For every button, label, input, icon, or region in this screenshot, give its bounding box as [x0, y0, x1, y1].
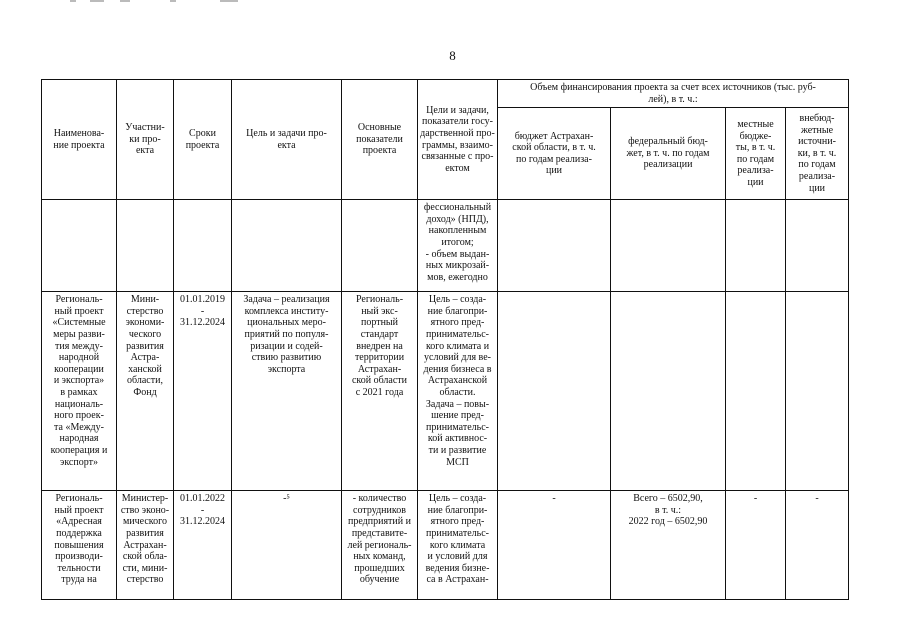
- cell-budget-local: [726, 292, 786, 491]
- cell-budget-region: -: [498, 491, 611, 600]
- cell-state-program: фессиональный доход» (НПД), накопленным итогом; - объем выдан- ных микрозай- мов, ежегодно: [418, 200, 498, 292]
- cell-budget-federal: Всего – 6502,90, в т. ч.: 2022 год – 6502,90: [611, 491, 726, 600]
- header-budget-local: местные бюдже- ты, в т. ч. по годам реализа- ции: [726, 108, 786, 200]
- header-budget-federal: федеральный бюд- жет, в т. ч. по годам реализации: [611, 108, 726, 200]
- cell-indicators: - количество сотрудников предприятий и представите- лей региональ- ных команд, прошедших обучение: [342, 491, 418, 600]
- cell-budget-local: [726, 200, 786, 292]
- header-financing: Объем финансирования проекта за счет всех источников (тыс. руб- лей), в т. ч.:: [498, 80, 849, 108]
- cell-terms: 01.01.2019 - 31.12.2024: [174, 292, 232, 491]
- cell-goal: -⁵: [232, 491, 342, 600]
- cell-name: [42, 200, 117, 292]
- cell-goal: Задача – реализация комплекса институ- циональных меро- приятий по популя- ризации и содей- ствию развитию экспорта: [232, 292, 342, 491]
- table-row: [42, 200, 849, 292]
- cell-terms: 01.01.2022 - 31.12.2024: [174, 491, 232, 600]
- cell-budget-local: -: [726, 491, 786, 600]
- cell-budget-region: [498, 200, 611, 292]
- cell-participants: Министер- ство эконо- мического развития Астрахан- ской обла- сти, мини- стерство: [117, 491, 174, 600]
- cell-name: Региональ- ный проект «Системные меры разви- тия между- народной кооперации и экспорта» в рамках националь- ного проек- та «Между- народная кооперация и экспорт»: [42, 292, 117, 491]
- cell-terms: [174, 200, 232, 292]
- header-indicators: Основные показатели проекта: [342, 80, 418, 200]
- cell-budget-region: [498, 292, 611, 491]
- cell-name: Региональ- ный проект «Адресная поддержка повышения производи- тельности труда на: [42, 491, 117, 600]
- header-budget-region: бюджет Астрахан- ской области, в т. ч. по годам реализа- ции: [498, 108, 611, 200]
- cell-indicators: [342, 200, 418, 292]
- cell-goal: [232, 200, 342, 292]
- page-number: 8: [449, 48, 456, 63]
- header-participants: Участни- ки про- екта: [117, 80, 174, 200]
- header-name: Наименова- ние проекта: [42, 80, 117, 200]
- scan-marks: [60, 0, 260, 4]
- cell-budget-extra: -: [786, 491, 849, 600]
- cell-indicators: Региональ- ный экс- портный стандарт внедрен на территории Астрахан- ской области с 2021 года: [342, 292, 418, 491]
- header-budget-extra: внебюд- жетные источни- ки, в т. ч. по годам реализа- ции: [786, 108, 849, 200]
- cell-state-program: Цель – созда- ние благопри- ятного пред- принимательс- кого климата и условий для ведения бизне- са в Астрахан-: [418, 491, 498, 600]
- cell-budget-extra: [786, 200, 849, 292]
- cell-participants: [117, 200, 174, 292]
- cell-budget-extra: [786, 292, 849, 491]
- header-row-1: [42, 80, 849, 108]
- header-terms: Сроки проекта: [174, 80, 232, 200]
- table-row: [42, 491, 849, 600]
- table-row: [42, 292, 849, 491]
- projects-table: [41, 79, 849, 600]
- header-goal: Цель и задачи про- екта: [232, 80, 342, 200]
- header-state-program: Цели и задачи, показатели госу- дарственной про- граммы, взаимо- связанные с про- ектом: [418, 80, 498, 200]
- cell-participants: Мини- стерство экономи- ческого развития Астра- ханской области, Фонд: [117, 292, 174, 491]
- cell-budget-federal: [611, 292, 726, 491]
- cell-state-program: Цель – созда- ние благопри- ятного пред- принимательс- кого климата и условий для ве- дения бизнеса в Астраханской области. Задача – повы- шение пред- принимательс- кой активнос- ти и развитие МСП: [418, 292, 498, 491]
- cell-budget-federal: [611, 200, 726, 292]
